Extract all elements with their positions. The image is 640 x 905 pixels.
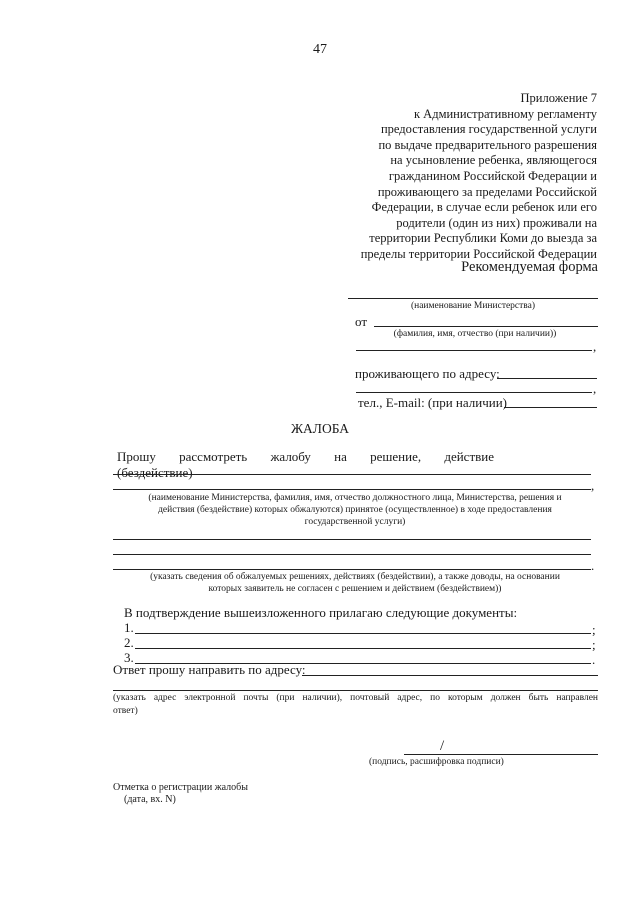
signature-line[interactable]	[404, 754, 598, 755]
appendix-line: пределы территории Российской Федерации	[360, 246, 597, 261]
complaint-subject-line[interactable]	[113, 489, 591, 490]
request-text: Прошу рассмотреть жалобу на решение, действие (бездействие)	[117, 449, 494, 480]
document-item-end: .	[592, 652, 596, 667]
appendix-line: предоставления государственной услуги	[380, 122, 597, 137]
registration-mark-label: Отметка о регистрации жалобы	[113, 782, 248, 793]
ministry-name-caption: (наименование Министерства)	[410, 301, 536, 311]
recommended-form-label: Рекомендуемая форма	[461, 259, 598, 275]
complaint-subject-line[interactable]	[113, 474, 591, 475]
appendix-line: гражданином Российской Федерации и	[388, 168, 597, 183]
reply-address-line[interactable]	[302, 675, 598, 676]
ministry-name-line[interactable]	[348, 298, 598, 299]
fio-caption: (фамилия, имя, отчество (при наличии))	[393, 329, 557, 339]
appendix-line: проживающего за пределами Российской	[377, 184, 597, 199]
from-label: от	[355, 314, 368, 329]
phone-email-line[interactable]	[504, 407, 597, 408]
document-item-line[interactable]	[135, 648, 591, 649]
caption-line: ответ)	[113, 706, 138, 716]
document-item-number: 3.	[124, 650, 134, 665]
appendix-line: родители (один из них) проживали на	[396, 215, 597, 230]
appendix-line: Федерации, в случае если ребенок или его	[371, 200, 597, 215]
phone-email-label: тел., E-mail: (при наличии)	[358, 395, 507, 410]
from-line[interactable]	[374, 326, 598, 327]
document-item-end: ;	[592, 637, 596, 652]
document-item-line[interactable]	[135, 633, 591, 634]
appendix-line: территории Республики Коми до выезда за	[369, 231, 597, 246]
comma: ,	[593, 381, 597, 396]
documents-intro: В подтверждение вышеизложенного прилагаю следующие документы:	[124, 605, 518, 620]
appendix-line: Приложение 7	[520, 91, 597, 105]
appendix-line: к Административному регламенту	[413, 106, 597, 121]
document-title: ЖАЛОБА	[290, 421, 350, 436]
caption-line: (указать адрес электронной почты (при наличии), почтовый адрес, по которым должен быть направлен	[113, 693, 598, 703]
document-item-number: 2.	[124, 635, 134, 650]
reply-address-label: Ответ прошу направить по адресу:	[113, 662, 306, 677]
details-line[interactable]	[113, 554, 591, 555]
caption-line: (наименование Министерства, фамилия, имя, отчество должностного лица, Министерства, решения и	[148, 493, 562, 503]
document-item-end: ;	[592, 622, 596, 637]
caption-line: которых заявитель не согласен с решением и действием (бездействием))	[208, 584, 502, 594]
registration-date-label: (дата, вх. N)	[124, 794, 176, 805]
caption-line: (указать сведения об обжалуемых решениях, действиях (бездействии), а также доводы, на основании	[150, 572, 560, 582]
page-number: 47	[313, 42, 327, 57]
address-continuation-line[interactable]	[356, 392, 592, 393]
details-line[interactable]	[113, 569, 591, 570]
caption-line: действия (бездействие) которых обжалуются) принятое (осуществленное) в ходе предоставления	[158, 505, 552, 515]
comma: ,	[591, 478, 595, 493]
document-item-number: 1.	[124, 620, 134, 635]
appendix-line: по выдаче предварительного разрешения	[378, 137, 597, 152]
signature-caption: (подпись, расшифровка подписи)	[369, 757, 504, 767]
fio-continuation-line[interactable]	[356, 350, 592, 351]
appendix-line: на усыновление ребенка, являющегося	[390, 153, 597, 168]
period: .	[591, 558, 595, 573]
address-line[interactable]	[497, 378, 597, 379]
appendix-header	[361, 91, 597, 263]
address-label: проживающего по адресу:	[355, 366, 500, 381]
details-line[interactable]	[113, 539, 591, 540]
signature-slash: /	[440, 738, 445, 754]
reply-address-line[interactable]	[113, 690, 598, 691]
comma: ,	[593, 339, 597, 354]
caption-line: государственной услуги)	[304, 517, 406, 527]
